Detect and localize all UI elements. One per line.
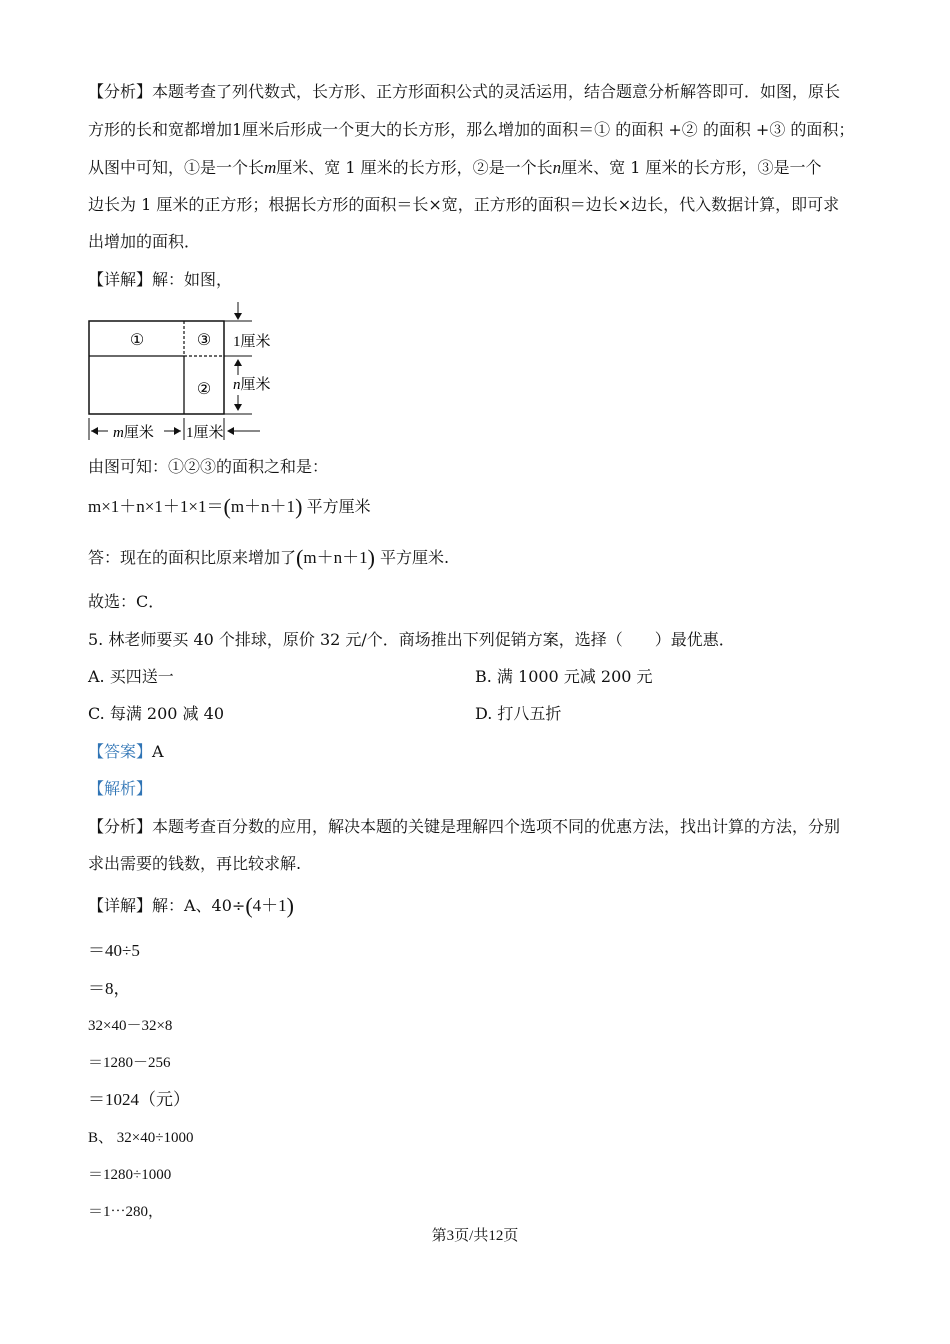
answer-mid: m＋n＋1 xyxy=(303,548,368,567)
paren-open: ( xyxy=(223,494,231,519)
analysis-line-3 xyxy=(88,158,822,178)
q5-option-c: C. 每满 200 减 40 xyxy=(88,704,225,723)
ans-paren-close: ) xyxy=(367,545,375,570)
arrow-down2-icon xyxy=(234,404,242,411)
analysis-line-3a: 从图中可知，①是一个长 xyxy=(88,158,265,177)
answer-expression xyxy=(296,545,375,570)
label-m-cm xyxy=(113,424,154,441)
answer-value: A xyxy=(152,742,164,761)
page-footer: 第3页/共12页 xyxy=(431,1228,519,1244)
q5-stem: 5. 林老师要买 40 个排球，原价 32 元/个．商场推出下列促销方案，选择（ ）最优惠． xyxy=(88,630,735,649)
label-n-var: n xyxy=(233,377,241,393)
q5-option-b: B. 满 1000 元减 200 元 xyxy=(475,667,653,686)
from-figure-text: 由图可知：①②③的面积之和是： xyxy=(88,457,329,476)
step-7: ＝1280÷1000 xyxy=(88,1167,172,1183)
equation-line xyxy=(88,494,371,519)
analysis-line-3b: 厘米、宽 1 厘米的长方形，②是一个长 xyxy=(276,158,553,177)
q5-option-a: A. 买四送一 xyxy=(88,667,174,686)
equation-left: m×1＋n×1＋1×1＝ xyxy=(88,497,224,516)
region-3-label: ③ xyxy=(196,332,212,349)
label-n-unit: 厘米 xyxy=(240,377,271,393)
step-5: ＝1024（元） xyxy=(88,1090,190,1109)
q5-analysis-2: 求出需要的钱数，再比较求解. xyxy=(88,854,302,873)
step-1: ＝40÷5 xyxy=(88,941,140,960)
ans-paren-open: ( xyxy=(296,545,304,570)
q5-analysis-1: 【分析】本题考查百分数的应用，解决本题的关键是理解四个选项不同的优惠方法，找出计算的方法，分别 xyxy=(88,817,841,836)
arrow-down-icon xyxy=(234,313,242,320)
step-8: ＝1⋯280， xyxy=(88,1204,164,1220)
arrow-left-icon xyxy=(91,427,98,435)
answer-tag: 【答案】 xyxy=(88,742,153,761)
answer-line xyxy=(88,545,450,570)
q5-paren-open: ( xyxy=(245,893,253,918)
label-m-unit: 厘米 xyxy=(123,425,154,441)
arrow-right-icon xyxy=(174,427,181,435)
q5-answer xyxy=(88,742,164,762)
equation-unit: 平方厘米 xyxy=(306,497,371,516)
arrow-up-icon xyxy=(234,359,242,366)
analysis-line-5: 出增加的面积． xyxy=(88,232,201,251)
label-m-var: m xyxy=(113,425,124,441)
equation-mid: m＋n＋1 xyxy=(230,497,296,516)
step-4: ＝1280－256 xyxy=(88,1055,171,1071)
step-6: B、 32×40÷1000 xyxy=(88,1130,194,1146)
detail-intro: 【详解】解：如图， xyxy=(88,270,233,289)
analysis-line-3c: 厘米、宽 1 厘米的长方形，③是一个 xyxy=(561,158,822,177)
q5-detail-paren: 4＋1 xyxy=(252,896,287,915)
region-2-label: ② xyxy=(196,381,212,398)
q5-detail-line xyxy=(88,893,294,918)
rectangle-figure xyxy=(80,300,300,450)
q5-detail-prefix: 【详解】解：A、40÷ xyxy=(88,896,246,915)
q5-detail-expression xyxy=(245,893,294,918)
label-1cm-bottom: 1厘米 xyxy=(186,425,224,441)
analysis-line-2: 方形的长和宽都增加1厘米后形成一个更大的长方形，那么增加的面积＝① 的面积 +② 的面积 +③ 的面积； xyxy=(88,120,855,139)
arrow-left2-icon xyxy=(227,427,234,435)
q5-paren-close: ) xyxy=(286,893,294,918)
label-1cm-right: 1厘米 xyxy=(233,334,271,350)
answer-prefix: 答：现在的面积比原来增加了 xyxy=(88,548,297,567)
region-1-label: ① xyxy=(129,332,145,349)
answer-suffix: 平方厘米. xyxy=(380,548,450,567)
analysis-line-1: 【分析】本题考查了列代数式，长方形、正方形面积公式的灵活运用，结合题意分析解答即可．如图，原长 xyxy=(88,82,841,101)
step-2: ＝8， xyxy=(88,979,131,998)
label-n-cm xyxy=(233,376,271,393)
var-m: m xyxy=(264,158,277,177)
q5-option-d: D. 打八五折 xyxy=(475,704,562,723)
step-3: 32×40－32×8 xyxy=(88,1018,173,1034)
jiexi-tag: 【解析】 xyxy=(88,779,153,798)
paren-close: ) xyxy=(295,494,303,519)
analysis-line-4: 边长为 1 厘米的正方形；根据长方形的面积＝长×宽，正方形的面积＝边长×边长，代入数据计算，即可求 xyxy=(88,195,840,214)
choice-c: 故选：C． xyxy=(88,592,165,611)
var-n: n xyxy=(552,158,562,177)
